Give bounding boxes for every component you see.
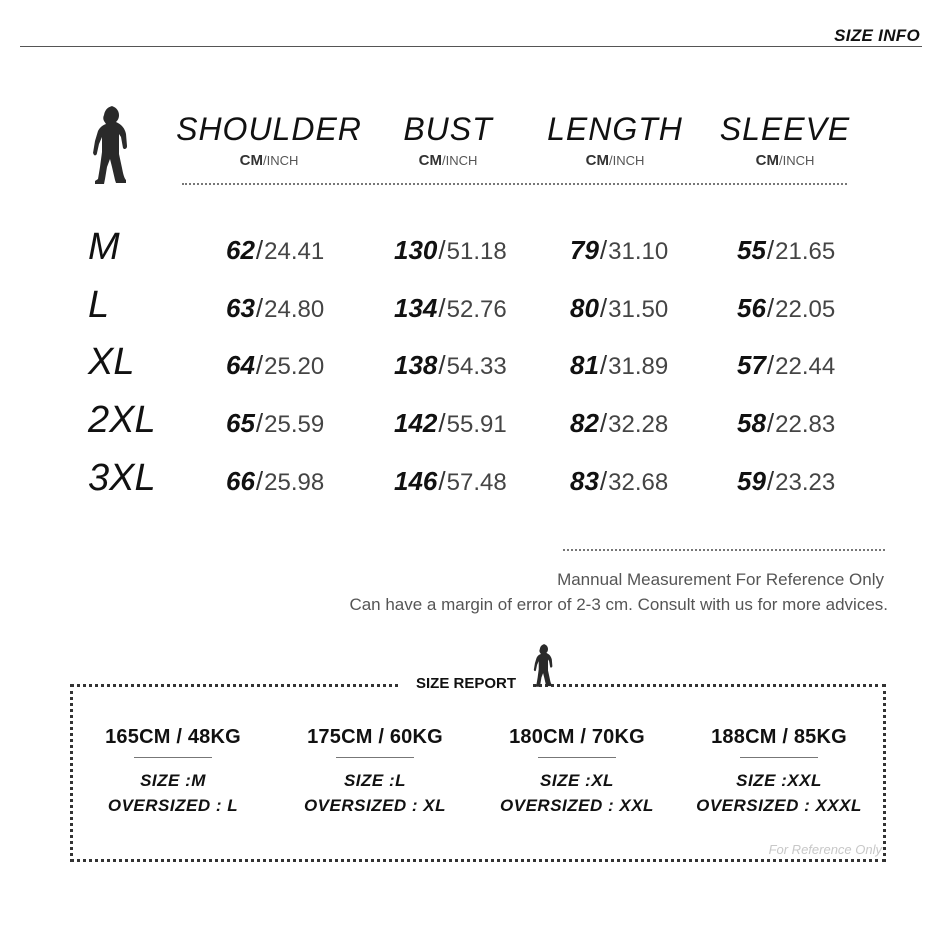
table-cell: 146/57.48 (394, 466, 507, 496)
table-cell: 64/25.20 (226, 350, 325, 380)
size-report-entry (477, 726, 677, 818)
table-cell: 57/22.44 (737, 350, 836, 380)
reference-footnote: For Reference Only (768, 842, 882, 857)
table-cell: 81/31.89 (570, 350, 669, 380)
size-label: 3XL (88, 457, 156, 499)
oversized-size: OVERSIZED : L (107, 796, 239, 815)
table-cell: 66/25.98 (226, 466, 325, 496)
size-report-entry (73, 726, 273, 818)
recommended-size: SIZE :L (343, 771, 407, 790)
table-cell: 56/22.05 (737, 293, 836, 323)
column-header-length (520, 112, 710, 169)
table-cell: 83/32.68 (570, 466, 669, 496)
table-cell: 138/54.33 (394, 350, 507, 380)
size-label: M (88, 226, 120, 268)
table-cell: 58/22.83 (737, 408, 836, 438)
table-cell: 134/52.76 (394, 293, 507, 323)
table-cell: 65/25.59 (226, 408, 325, 438)
column-name: SLEEVE (719, 111, 851, 147)
oversized-size: OVERSIZED : XXL (500, 796, 654, 815)
size-label: XL (88, 341, 135, 383)
entry-divider (538, 757, 616, 758)
height-weight: 180CM / 70KG (509, 726, 645, 748)
size-report-entry (679, 726, 879, 818)
measurement-note: Mannual Measurement For Reference Only (557, 570, 884, 589)
entry-divider (134, 757, 212, 758)
table-cell: 55/21.65 (737, 235, 836, 265)
column-header-bust (353, 112, 543, 169)
header-dotted-divider (182, 183, 847, 185)
walking-figure-icon (530, 642, 554, 690)
column-header-sleeve (690, 112, 880, 169)
column-name: BUST (403, 111, 493, 147)
table-cell: 142/55.91 (394, 408, 507, 438)
column-unit: CM/INCH (239, 152, 299, 169)
height-weight: 165CM / 48KG (105, 726, 241, 748)
column-unit: CM/INCH (418, 152, 478, 169)
size-label: 2XL (88, 399, 156, 441)
column-header-shoulder (174, 112, 364, 169)
size-report-entry (275, 726, 475, 818)
table-cell: 79/31.10 (570, 235, 669, 265)
column-unit: CM/INCH (755, 152, 815, 169)
walking-figure-icon (86, 104, 130, 188)
height-weight: 188CM / 85KG (711, 726, 847, 748)
page-title: SIZE INFO (834, 26, 920, 45)
table-cell: 63/24.80 (226, 293, 325, 323)
column-unit: CM/INCH (585, 152, 645, 169)
margin-of-error-note: Can have a margin of error of 2-3 cm. Consult with us for more advices. (349, 595, 888, 614)
oversized-size: OVERSIZED : XXXL (696, 796, 862, 815)
recommended-size: SIZE :XXL (736, 771, 822, 790)
header-divider (20, 46, 922, 47)
entry-divider (336, 757, 414, 758)
table-cell: 62/24.41 (226, 235, 325, 265)
height-weight: 175CM / 60KG (307, 726, 443, 748)
entry-divider (740, 757, 818, 758)
recommended-size: SIZE :XL (540, 771, 614, 790)
table-cell: 82/32.28 (570, 408, 669, 438)
table-cell: 80/31.50 (570, 293, 669, 323)
table-cell: 59/23.23 (737, 466, 836, 496)
size-report-label: SIZE REPORT (400, 675, 532, 692)
table-cell: 130/51.18 (394, 235, 507, 265)
oversized-size: OVERSIZED : XL (303, 796, 447, 815)
column-name: SHOULDER (176, 111, 362, 147)
size-label: L (88, 284, 110, 326)
recommended-size: SIZE :M (140, 771, 206, 790)
note-dotted-divider (563, 549, 885, 551)
column-name: LENGTH (547, 111, 683, 147)
